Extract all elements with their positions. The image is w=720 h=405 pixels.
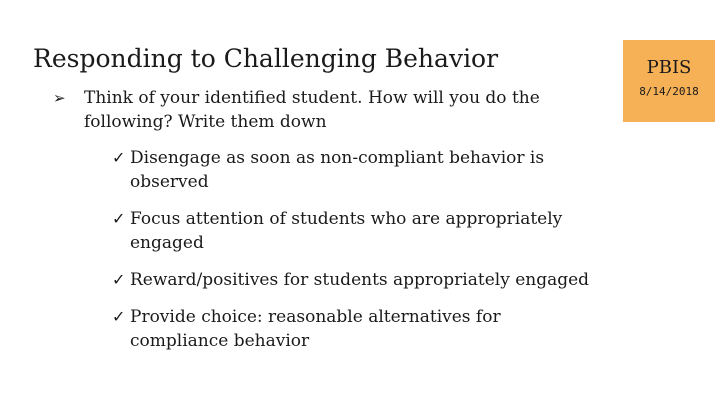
pbis-badge bbox=[623, 40, 715, 122]
checklist-text: Focus attention of students who are appropriately engaged bbox=[130, 209, 563, 253]
checklist-text: Disengage as soon as non-compliant behavior is observed bbox=[130, 148, 545, 192]
checklist-item bbox=[112, 268, 592, 292]
checklist bbox=[112, 146, 592, 366]
checkmark-icon: ✓ bbox=[112, 307, 126, 326]
checkmark-icon: ✓ bbox=[112, 209, 126, 228]
checklist-item bbox=[112, 305, 592, 353]
checklist-text: Reward/positives for students appropriately engaged bbox=[130, 270, 590, 290]
arrow-bullet-icon: ➢ bbox=[53, 89, 66, 107]
bullet-item bbox=[53, 86, 593, 134]
checkmark-icon: ✓ bbox=[112, 270, 126, 289]
checklist-text: Provide choice: reasonable alternatives for compliance behavior bbox=[130, 307, 501, 351]
bullet-text: Think of your identified student. How will you do the following? Write them down bbox=[84, 88, 540, 132]
checklist-item bbox=[112, 146, 592, 194]
slide-title: Responding to Challenging Behavior bbox=[33, 44, 499, 73]
checkmark-icon: ✓ bbox=[112, 148, 126, 167]
bullet-list bbox=[53, 86, 593, 134]
badge-label: PBIS bbox=[646, 57, 692, 78]
badge-date: 8/14/2018 bbox=[639, 85, 699, 98]
checklist-item bbox=[112, 207, 592, 255]
